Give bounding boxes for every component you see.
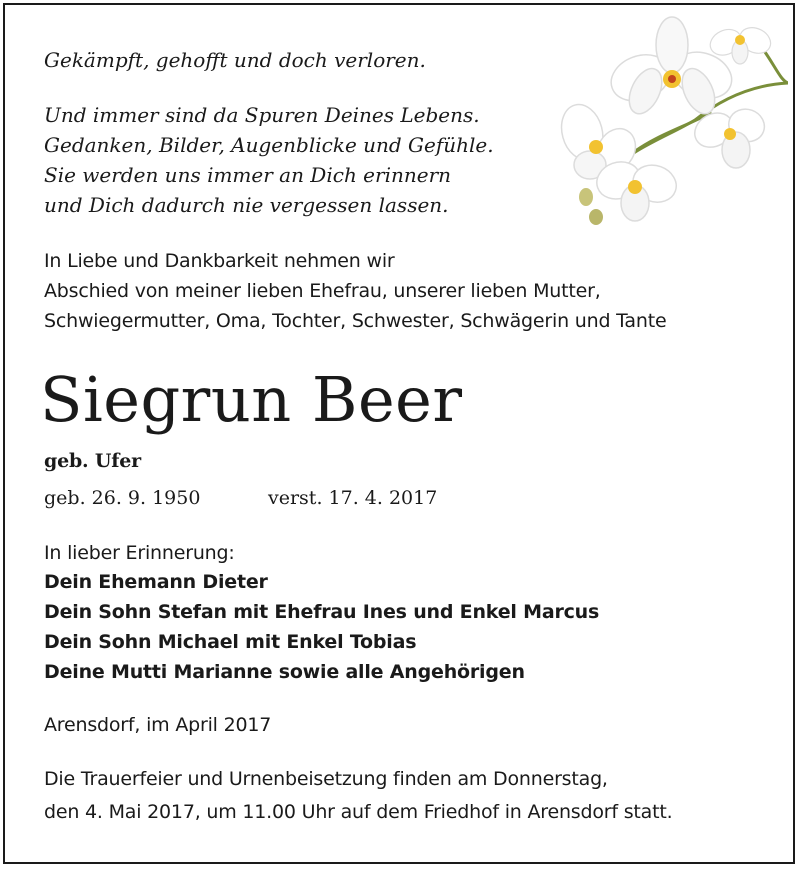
intro-line-1: In Liebe und Dankbarkeit nehmen wir	[44, 250, 395, 272]
intro-line-2: Abschied von meiner lieben Ehefrau, unserer lieben Mutter,	[44, 280, 601, 302]
intro-line-3: Schwiegermutter, Oma, Tochter, Schwester, Schwägerin und Tante	[44, 310, 667, 332]
poem-line-3: Gedanken, Bilder, Augenblicke und Gefühle.	[44, 133, 494, 157]
mourner-name: Dein Ehemann Dieter	[44, 571, 268, 593]
ceremony-line-2: den 4. Mai 2017, um 11.00 Uhr auf dem Friedhof in Arensdorf statt.	[44, 801, 673, 823]
place-date: Arensdorf, im April 2017	[44, 714, 272, 736]
mourner-name: Deine Mutti Marianne sowie alle Angehörigen	[44, 661, 525, 683]
orchid-image	[560, 5, 788, 230]
mourner-name: Dein Sohn Stefan mit Ehefrau Ines und Enkel Marcus	[44, 601, 600, 623]
poem-line-1: Gekämpft, gehofft und doch verloren.	[44, 48, 426, 72]
death-date: verst. 17. 4. 2017	[268, 487, 438, 509]
deceased-name: Siegrun Beer	[40, 363, 463, 436]
ceremony-line-1: Die Trauerfeier und Urnenbeisetzung finden am Donnerstag,	[44, 768, 608, 790]
poem-line-5: und Dich dadurch nie vergessen lassen.	[44, 193, 449, 217]
mourner-name: Dein Sohn Michael mit Enkel Tobias	[44, 631, 417, 653]
poem-line-2: Und immer sind da Spuren Deines Lebens.	[44, 103, 480, 127]
poem-line-4: Sie werden uns immer an Dich erinnern	[44, 163, 452, 187]
maiden-name: geb. Ufer	[44, 450, 141, 472]
mourners-heading: In lieber Erinnerung:	[44, 542, 235, 564]
birth-date: geb. 26. 9. 1950	[44, 487, 201, 509]
